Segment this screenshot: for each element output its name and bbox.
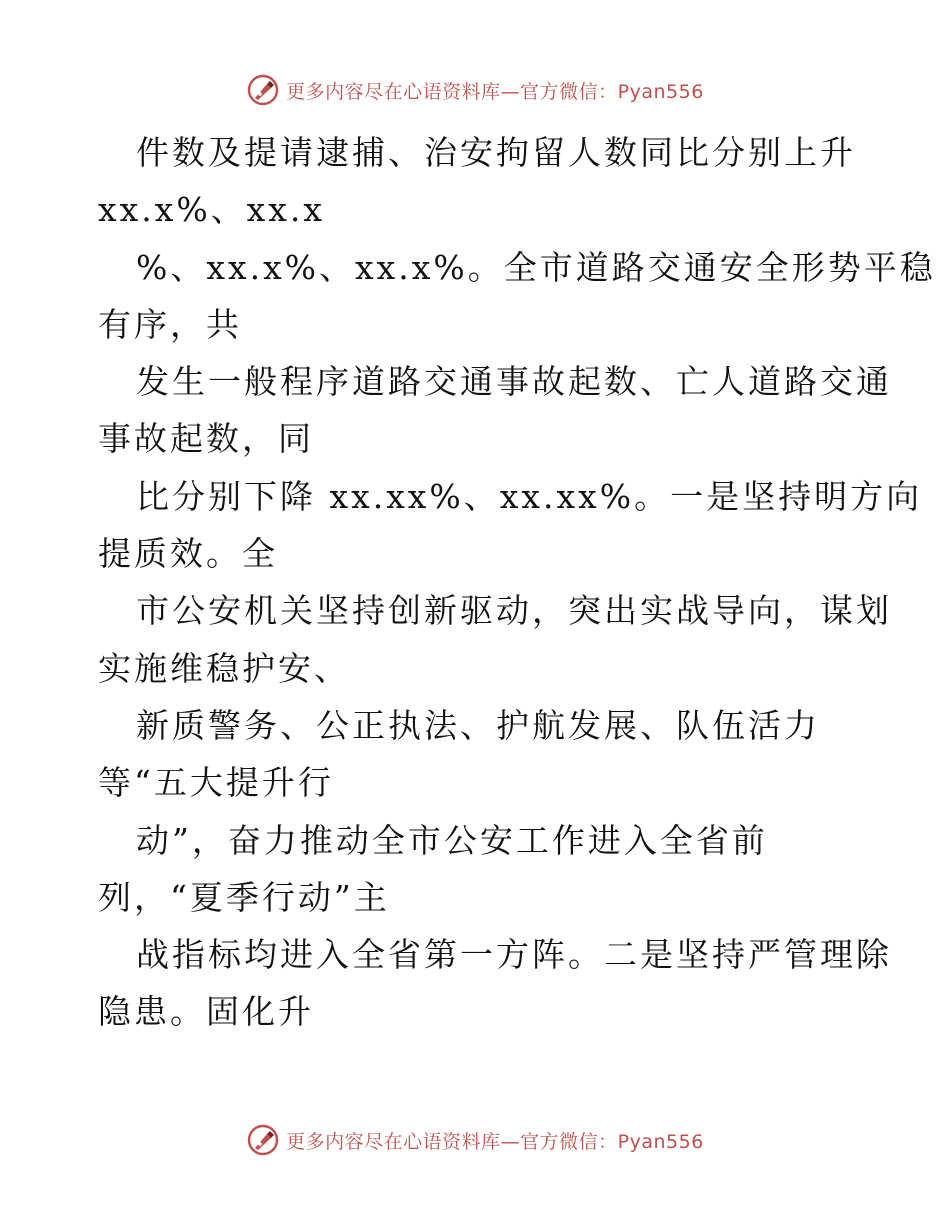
header-banner-text: 更多内容尽在心语资料库—官方微信：Pyan556 (286, 80, 704, 103)
header-banner (0, 70, 950, 110)
body-line-13: 动”，奋力推动全市公安工作进入全省前 (136, 820, 768, 860)
body-line-12: 等“五大提升行 (98, 763, 334, 803)
body-line-11: 新质警务、公正执法、护航发展、队伍活力 (136, 705, 820, 745)
body-line-16: 隐患。固化升 (98, 992, 314, 1032)
footer-banner-inner (246, 1123, 704, 1157)
body-line-4: 有序，共 (98, 304, 242, 344)
body-line-3: %、xx.x%、xx.x%。全市道路交通安全形势平稳 (136, 247, 936, 287)
body-line-9: 市公安机关坚持创新驱动，突出实战导向，谋划 (136, 591, 892, 631)
body-line-1: 件数及提请逮捕、治安拘留人数同比分别上升 (136, 133, 856, 172)
header-banner-inner (246, 73, 704, 107)
body-line-8: 提质效。全 (98, 534, 278, 574)
body-line-2: xx.x%、xx.x (98, 190, 326, 230)
body-line-10: 实施维稳护安、 (98, 648, 350, 688)
pen-nib-logo-icon (246, 73, 280, 107)
footer-banner (0, 1120, 950, 1160)
body-line-15: 战指标均进入全省第一方阵。二是坚持严管理除 (136, 935, 892, 975)
body-line-14: 列，“夏季行动”主 (98, 877, 390, 917)
body-line-7: 比分别下降 xx.xx%、xx.xx%。一是坚持明方向 (136, 476, 923, 516)
footer-banner-text: 更多内容尽在心语资料库—官方微信：Pyan556 (286, 1130, 704, 1153)
document-body (0, 124, 950, 1041)
body-line-5: 发生一般程序道路交通事故起数、亡人道路交通 (136, 362, 892, 402)
pen-nib-logo-icon (246, 1123, 280, 1157)
body-line-6: 事故起数，同 (98, 419, 314, 459)
